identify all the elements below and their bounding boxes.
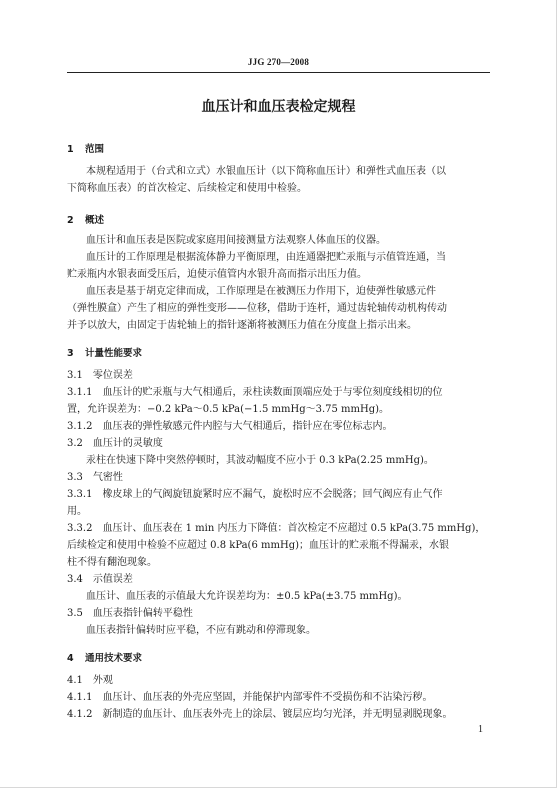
section-title: 通用技术要求 <box>85 653 143 664</box>
standard-code-header: JJG 270—2008 <box>247 57 310 67</box>
paragraph-line: 血压计、血压表的示值最大允许误差均为：±0.5 kPa(±3.75 mmHg)。 <box>86 591 408 602</box>
section-title: 计量性能要求 <box>85 348 143 359</box>
paragraph-line: 汞柱在快速下降中突然停顿时，其波动幅度不应小于 0.3 kPa(2.25 mmHg)。 <box>86 455 434 466</box>
section-heading-1 <box>67 141 104 155</box>
paragraph-line: 4.1.2 新制造的血压计、血压表外壳上的涂层、镀层应均匀光泽，并无明显剥脱现象。 <box>67 709 453 720</box>
paragraph-line: 用。 <box>67 506 87 517</box>
paragraph-line: 血压计的工作原理是根据流体静力平衡原理，由连通器把贮汞瓶与示值管连通，当 <box>86 252 446 263</box>
paragraph-line: 并予以放大，由固定于齿轮轴上的指针逐渐将被测压力值在分度盘上指示出来。 <box>67 320 417 331</box>
paragraph-line: 3.1.1 血压计的贮汞瓶与大气相通后，汞柱读数面顶端应处于与零位刻度线相切的位 <box>67 387 443 398</box>
section-heading-2 <box>67 212 104 226</box>
section-title: 概述 <box>85 215 105 226</box>
subsection-title: 3.2 血压计的灵敏度 <box>67 438 163 449</box>
paragraph-line: 3.1.2 血压表的弹性敏感元件内腔与大气相通后，指针应在零位标志内。 <box>67 421 393 432</box>
subsection-title: 3.1 零位误差 <box>67 370 133 381</box>
section-number: 1 <box>67 144 74 155</box>
section-number: 4 <box>67 653 74 664</box>
subsection-title: 3.5 血压表指针偏转平稳性 <box>67 608 193 619</box>
paragraph-line: 3.3.2 血压计、血压表在 1 min 内压力下降值：首次检定不应超过 0.5 kPa(3.75 mmHg)， <box>67 523 486 534</box>
subsection-title: 3.4 示值误差 <box>67 574 133 585</box>
header-divider <box>67 72 490 73</box>
page-number: 1 <box>478 724 483 735</box>
paragraph-line: 柱不得有翻泡现象。 <box>67 557 157 568</box>
section-heading-4 <box>67 650 142 664</box>
paragraph-line: 本规程适用于（台式和立式）水银血压计（以下简称血压计）和弹性式血压表（以 <box>86 166 446 177</box>
document-title: 血压计和血压表检定规程 <box>201 99 356 115</box>
paragraph-line: 4.1.1 血压计、血压表的外壳应坚固，并能保护内部零件不受损伤和不沾染污秽。 <box>67 692 433 703</box>
section-number: 2 <box>67 215 74 226</box>
section-heading-3 <box>67 345 142 359</box>
paragraph-line: 血压表指针偏转时应平稳，不应有跳动和停滞现象。 <box>86 625 316 636</box>
section-number: 3 <box>67 348 74 359</box>
subsection-title: 3.3 气密性 <box>67 472 123 483</box>
paragraph-line: 下简称血压表）的首次检定、后续检定和使用中检验。 <box>67 183 307 194</box>
paragraph-line: 3.3.1 橡皮球上的气阀旋钮旋紧时应不漏气，旋松时应不会脱落；回气阀应有止气作 <box>67 489 443 500</box>
section-title: 范围 <box>85 144 105 155</box>
paragraph-line: 血压计和血压表是医院或家庭用间接测量方法观察人体血压的仪器。 <box>86 235 386 246</box>
subsection-title: 4.1 外观 <box>67 675 113 686</box>
paragraph-line: 血压表是基于胡克定律而成，工作原理是在被测压力作用下，迫使弹性敏感元件 <box>86 286 436 297</box>
paragraph-line: 置，允许误差为：−0.2 kPa～0.5 kPa(−1.5 mmHg～3.75 mmHg)。 <box>67 404 390 415</box>
paragraph-line: 后续检定和使用中检验不应超过 0.8 kPa(6 mmHg)；血压计的贮汞瓶不得漏汞，水银 <box>67 540 449 551</box>
paragraph-line: 贮汞瓶内水银表面受压后，迫使示值管内水银升高而指示出压力值。 <box>67 269 367 280</box>
paragraph-line: （弹性膜盒）产生了相应的弹性变形——位移，借助于连杆，通过齿轮轴传动机构传动 <box>67 303 447 314</box>
